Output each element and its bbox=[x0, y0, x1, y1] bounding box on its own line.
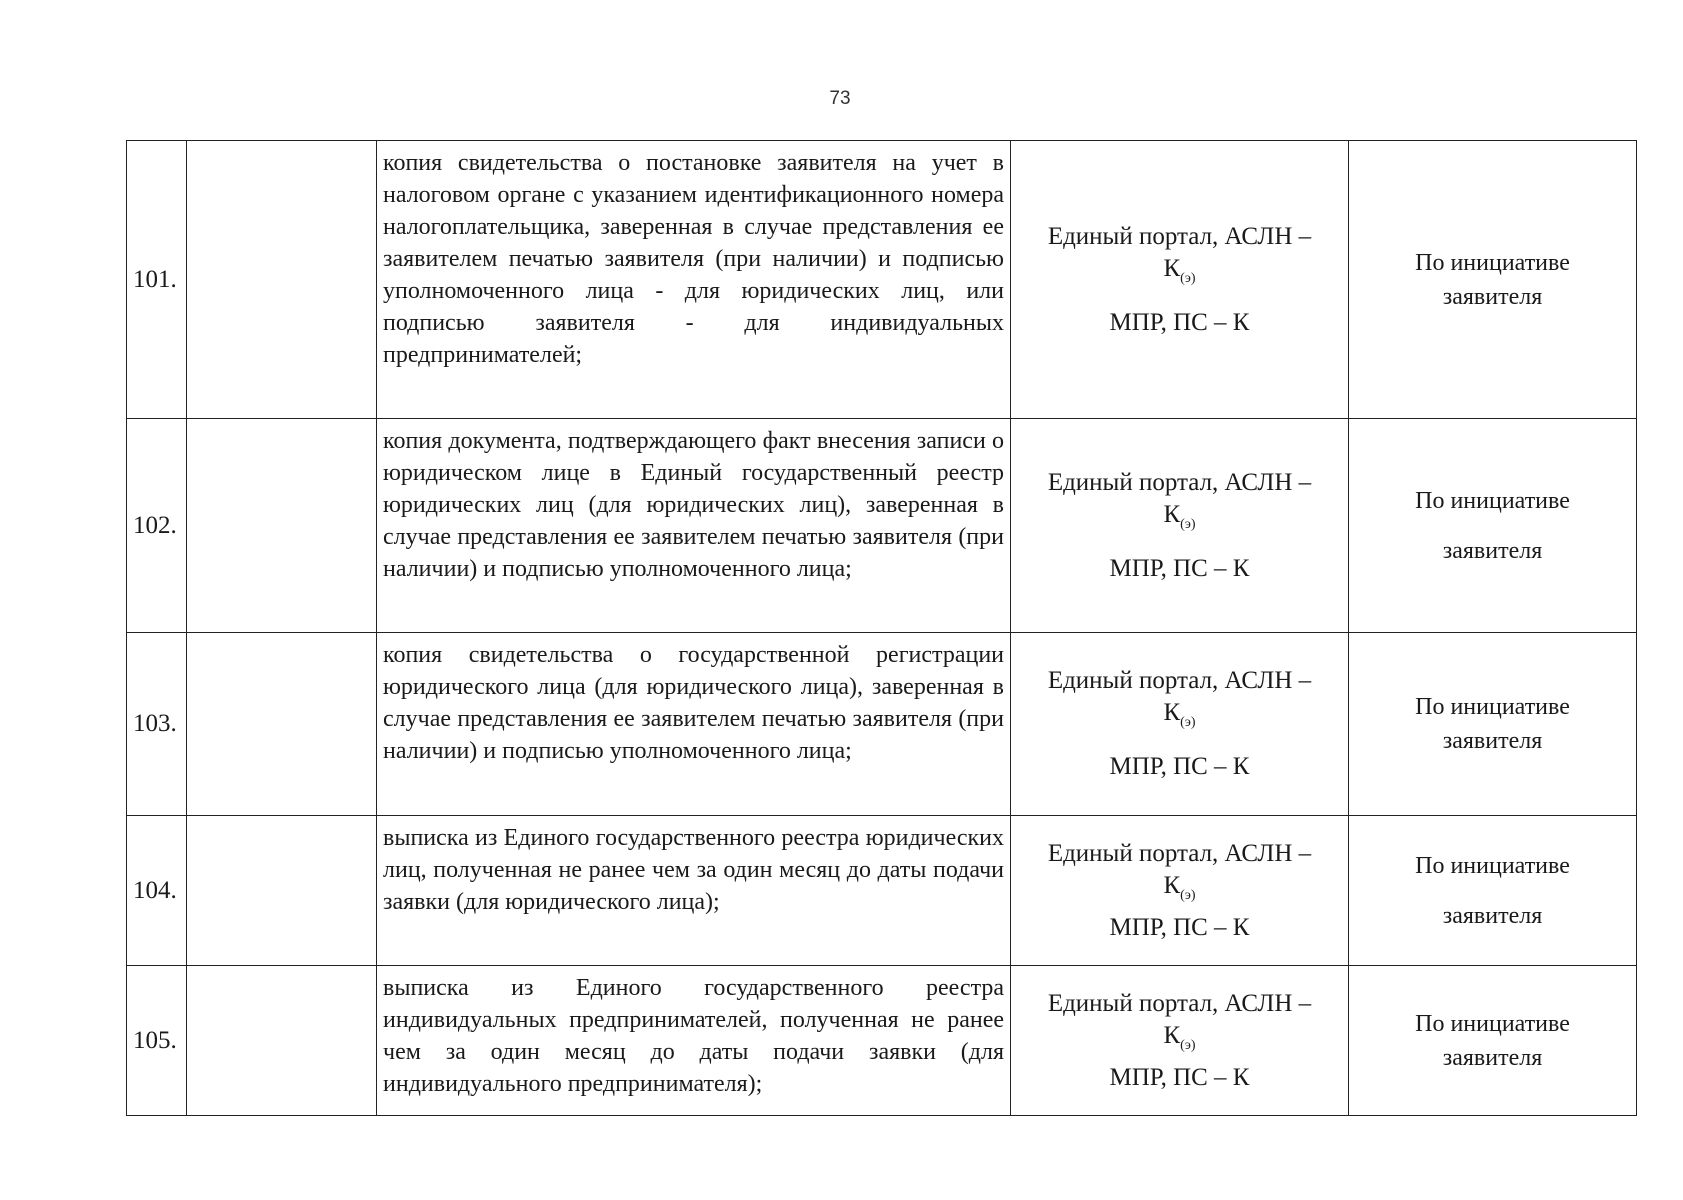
table-row bbox=[127, 633, 1637, 816]
basis-line: заявителя bbox=[1442, 728, 1543, 754]
submission-source bbox=[1011, 141, 1349, 419]
basis-line: заявителя bbox=[1442, 537, 1543, 564]
source-portal: Единый портал, АСЛН – bbox=[1047, 222, 1312, 250]
basis-line: По инициативе bbox=[1415, 1010, 1570, 1037]
basis-line: заявителя bbox=[1442, 902, 1543, 929]
source-k-subscript: (э) bbox=[1180, 1037, 1196, 1053]
source-k-subscript: (э) bbox=[1180, 270, 1196, 286]
source-mpr: МПР, ПС – К bbox=[1109, 913, 1250, 941]
table-row bbox=[127, 966, 1637, 1116]
empty-cell bbox=[187, 816, 377, 966]
basis-line: По инициативе bbox=[1415, 852, 1570, 879]
document-description: копия свидетельства о постановке заявителя на учет в налоговом органе с указанием идентификационного номера налогоплательщика, заверенная в случае представления ее заявителем печатью заявителя (при наличии) и подписью уполномоченного лица - для юридических лиц, или подписью заявителя - для индивидуальных предпринимателей; bbox=[377, 141, 1011, 419]
row-number: 104. bbox=[127, 816, 187, 966]
source-mpr: МПР, ПС – К bbox=[1109, 753, 1250, 780]
source-k bbox=[1011, 1020, 1348, 1062]
source-mpr: МПР, ПС – К bbox=[1109, 308, 1250, 336]
source-k-subscript: (э) bbox=[1180, 715, 1196, 730]
source-k-letter: К bbox=[1163, 254, 1181, 282]
submission-source bbox=[1011, 966, 1349, 1116]
submission-source bbox=[1011, 816, 1349, 966]
empty-cell bbox=[187, 966, 377, 1116]
submission-basis bbox=[1349, 419, 1637, 633]
document-description: копия свидетельства о государственной регистрации юридического лица (для юридического лица), заверенная в случае представления ее заявителем печатью заявителя (при наличии) и подписью уполномоченного лица; bbox=[377, 633, 1011, 816]
document-description: копия документа, подтверждающего факт внесения записи о юридическом лице в Единый государственный реестр юридических лиц (для юридических лиц), заверенная в случае представления ее заявителем печатью заявителя (при наличии) и подписью уполномоченного лица; bbox=[377, 419, 1011, 633]
submission-basis bbox=[1349, 633, 1637, 816]
basis-line: заявителя bbox=[1442, 1044, 1543, 1071]
row-number: 105. bbox=[127, 966, 187, 1116]
source-k-letter: К bbox=[1163, 871, 1181, 899]
source-k bbox=[1011, 870, 1348, 912]
table-row bbox=[127, 816, 1637, 966]
submission-source bbox=[1011, 419, 1349, 633]
source-k-letter: К bbox=[1163, 699, 1181, 726]
submission-basis bbox=[1349, 966, 1637, 1116]
source-k-subscript: (э) bbox=[1180, 516, 1196, 532]
empty-cell bbox=[187, 141, 377, 419]
source-portal: Единый портал, АСЛН – bbox=[1047, 989, 1312, 1017]
basis-line: По инициативе bbox=[1415, 487, 1570, 514]
page-number: 73 bbox=[829, 88, 851, 109]
source-k-subscript: (э) bbox=[1180, 887, 1196, 903]
source-k-letter: К bbox=[1163, 1021, 1181, 1049]
document-description: выписка из Единого государственного реестра юридических лиц, полученная не ранее чем за один месяц до даты подачи заявки (для юридического лица); bbox=[377, 816, 1011, 966]
documents-table bbox=[126, 140, 1637, 1116]
source-k bbox=[1011, 499, 1348, 541]
source-portal: Единый портал, АСЛН – bbox=[1047, 839, 1312, 867]
basis-line: По инициативе bbox=[1415, 249, 1570, 276]
source-k bbox=[1011, 697, 1348, 739]
row-number: 101. bbox=[127, 141, 187, 419]
table-row bbox=[127, 141, 1637, 419]
source-mpr: МПР, ПС – К bbox=[1109, 1063, 1250, 1091]
source-k-letter: К bbox=[1163, 500, 1181, 528]
basis-line: заявителя bbox=[1442, 283, 1543, 310]
submission-basis bbox=[1349, 816, 1637, 966]
table-row bbox=[127, 419, 1637, 633]
source-k bbox=[1011, 253, 1348, 295]
document-description: выписка из Единого государственного реестра индивидуальных предпринимателей, полученная не ранее чем за один месяц до даты подачи заявки (для индивидуального предпринимателя); bbox=[377, 966, 1011, 1116]
source-portal: Единый портал, АСЛН – bbox=[1047, 468, 1312, 496]
submission-basis bbox=[1349, 141, 1637, 419]
row-number: 102. bbox=[127, 419, 187, 633]
submission-source bbox=[1011, 633, 1349, 816]
empty-cell bbox=[187, 633, 377, 816]
row-number: 103. bbox=[127, 633, 187, 816]
basis-line: По инициативе bbox=[1415, 694, 1570, 720]
empty-cell bbox=[187, 419, 377, 633]
source-portal: Единый портал, АСЛН – bbox=[1047, 667, 1312, 694]
source-mpr: МПР, ПС – К bbox=[1109, 554, 1250, 582]
